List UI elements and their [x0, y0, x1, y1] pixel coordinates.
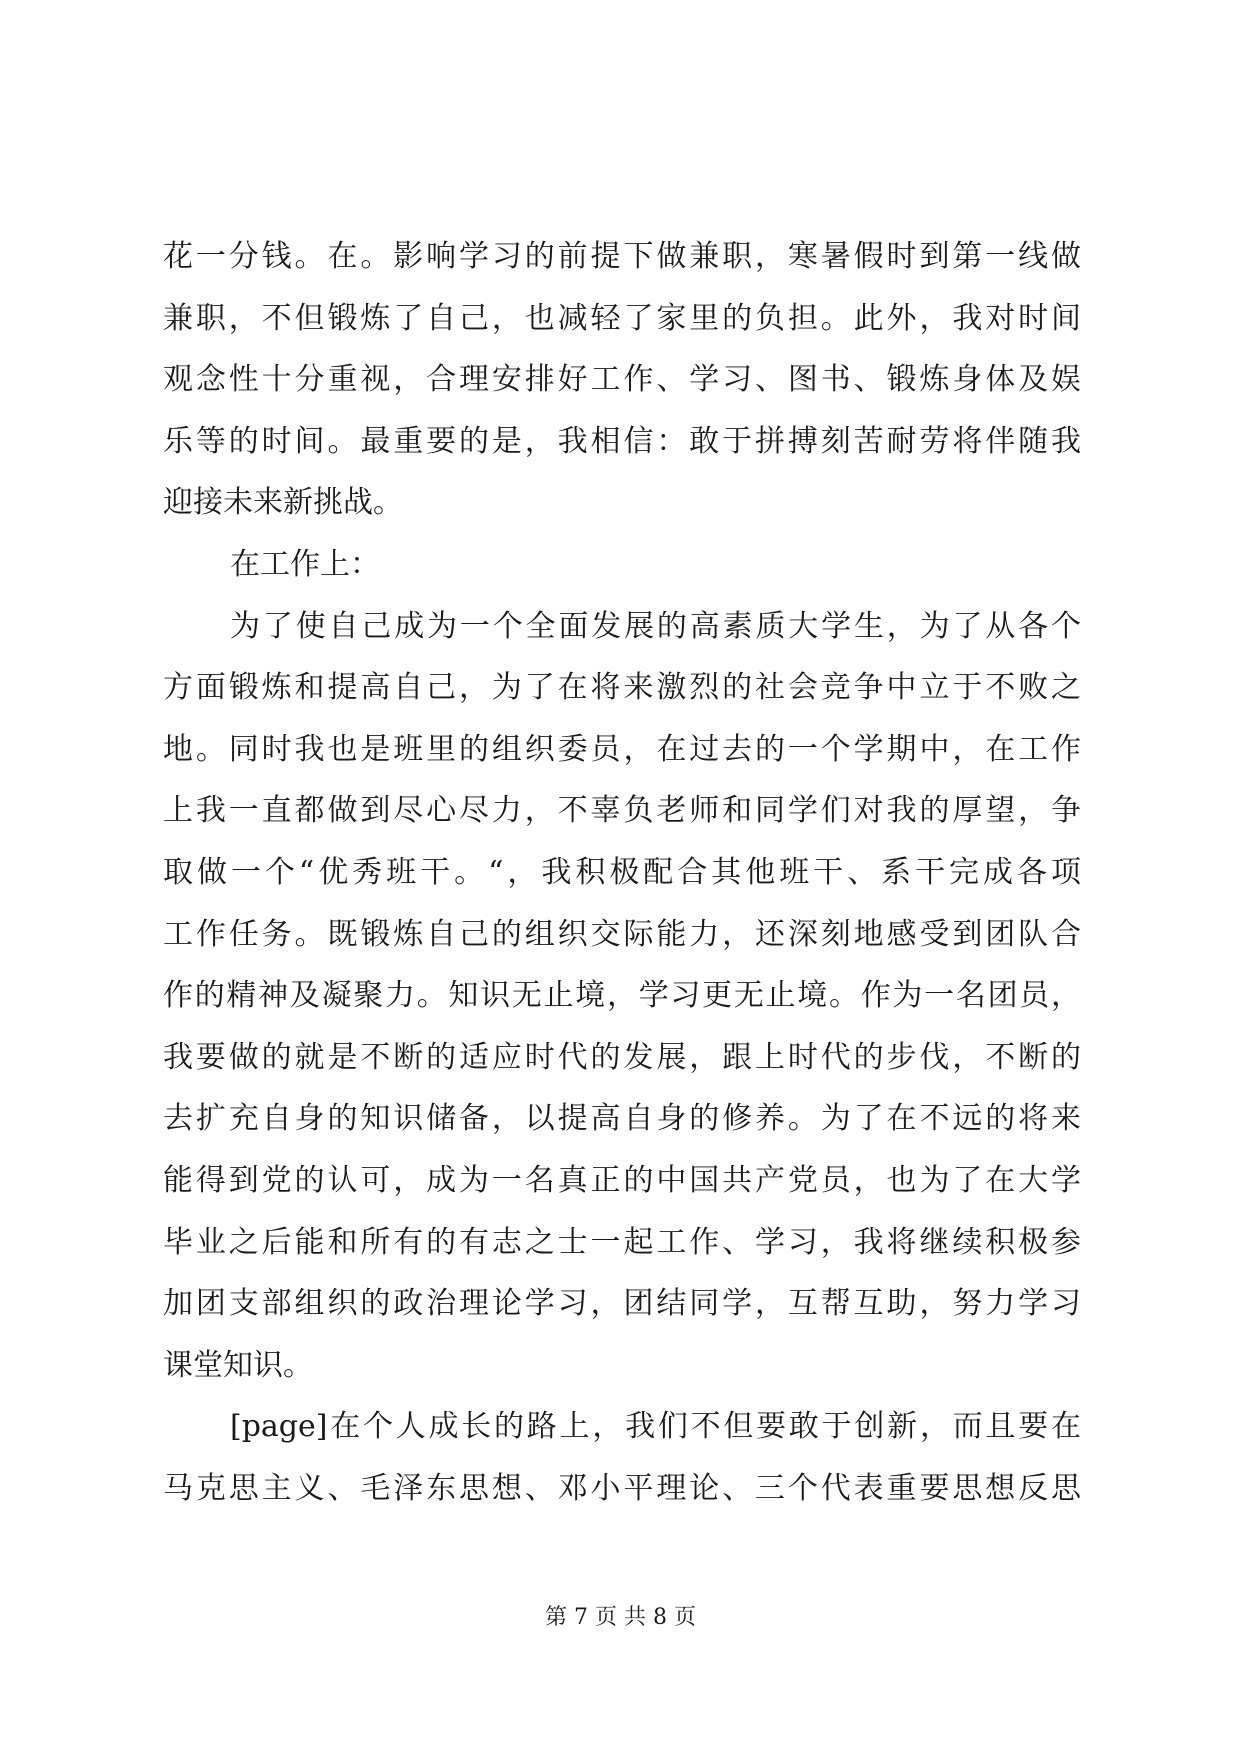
text-line: 观念性十分重视，合理安排好工作、学习、图书、锻炼身体及娱 — [163, 362, 1081, 398]
text-line: 地。同时我也是班里的组织委员，在过去的一个学期中，在工作 — [163, 731, 1081, 767]
text-line: 工作任务。既锻炼自己的组织交际能力，还深刻地感受到团队合 — [163, 916, 1081, 952]
text-line: 为了使自己成为一个全面发展的高素质大学生，为了从各个 — [230, 608, 1081, 644]
text-line: 乐等的时间。最重要的是，我相信：敢于拼搏刻苦耐劳将伴随我 — [163, 423, 1081, 459]
text-line: 毕业之后能和所有的有志之士一起工作、学习，我将继续积极参 — [163, 1224, 1081, 1260]
text-line: 兼职，不但锻炼了自己，也减轻了家里的负担。此外，我对时间 — [163, 300, 1081, 336]
text-line: 课堂知识。 — [163, 1347, 313, 1383]
text-line: 上我一直都做到尽心尽力，不辜负老师和同学们对我的厚望，争 — [163, 793, 1081, 829]
text-line: 能得到党的认可，成为一名真正的中国共产党员，也为了在大学 — [163, 1162, 1081, 1198]
text-line: 加团支部组织的政治理论学习，团结同学，互帮互助，努力学习 — [163, 1286, 1081, 1322]
text-line: [page]在个人成长的路上，我们不但要敢于创新，而且要在 — [230, 1409, 1081, 1445]
section-heading: 在工作上： — [230, 546, 380, 582]
page-number-footer: 第 7 页 共 8 页 — [545, 1605, 696, 1630]
text-line: 我要做的就是不断的适应时代的发展，跟上时代的步伐，不断的 — [163, 1039, 1081, 1075]
text-line: 花一分钱。在。影响学习的前提下做兼职，寒暑假时到第一线做 — [163, 239, 1081, 274]
text-line: 取做一个“优秀班干。“，我积极配合其他班干、系干完成各项 — [163, 854, 1081, 890]
text-line: 去扩充自身的知识储备，以提高自身的修养。为了在不远的将来 — [163, 1101, 1081, 1137]
text-line: 方面锻炼和提高自己，为了在将来激烈的社会竞争中立于不败之 — [163, 670, 1081, 706]
text-line: 作的精神及凝聚力。知识无止境，学习更无止境。作为一名团员， — [163, 978, 1081, 1014]
document-body — [163, 226, 1081, 1519]
text-line: 马克思主义、毛泽东思想、邓小平理论、三个代表重要思想反思 — [163, 1470, 1081, 1506]
text-line: 迎接未来新挑战。 — [163, 485, 403, 521]
